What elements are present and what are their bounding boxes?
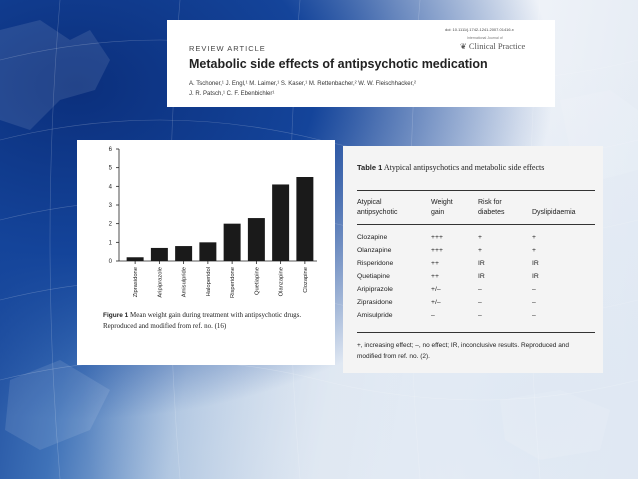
weight-gain-bar-chart: [77, 140, 335, 310]
y-tick-label: 3: [108, 203, 112, 209]
table-cell: –: [532, 286, 536, 293]
table-row-drug: Risperidone: [357, 260, 394, 267]
table-footnote: +, increasing effect; –, no effect; IR, inconclusive results. Reproduced and modified from ref. no. (2).: [357, 342, 570, 360]
table-top-rule: [357, 190, 595, 191]
figure-caption: [103, 310, 323, 331]
y-tick-label: 1: [108, 240, 112, 247]
y-tick-label: 5: [108, 165, 112, 172]
figure-card: [77, 140, 335, 365]
table-header-line: Risk for: [478, 199, 502, 206]
table-header-cell: [478, 198, 504, 218]
bar-amisulpride: [175, 246, 192, 261]
table-cell: IR: [532, 260, 539, 267]
y-tick-label: 2: [108, 221, 112, 228]
table-header-line: diabetes: [478, 209, 505, 216]
table-cell: –: [478, 299, 482, 306]
table-cell: –: [532, 312, 536, 319]
table-header-line: antipsychotic: [357, 209, 398, 216]
y-tick-label: 6: [108, 147, 112, 153]
table-cell: +/–: [431, 299, 441, 306]
y-tick-label: 0: [108, 259, 112, 265]
table-title-text: Atypical antipsychotics and metabolic side effects: [383, 163, 545, 172]
authors-line-1: A. Tschoner,¹ J. Engl,¹ M. Laimer,¹ S. Kaser,¹ M. Rettenbacher,² W. W. Fleischhacker,²: [189, 81, 416, 87]
y-tick-label: 4: [108, 184, 112, 191]
article-header-card: [167, 20, 555, 107]
figure-caption-text: Mean weight gain during treatment with antipsychotic drugs. Reproduced and modified from ref. no. (16): [103, 311, 302, 330]
table-row-drug: Quetiapine: [357, 273, 390, 280]
bar-ziprasidone: [127, 257, 144, 261]
table-row-drug: Amisulpride: [357, 312, 393, 319]
journal-name: [460, 41, 525, 51]
table-cell: IR: [478, 273, 485, 280]
bar-quetiapine: [248, 218, 265, 261]
table-header-cell: [357, 198, 397, 218]
doi-text: doi: 10.1111/j.1742-1241.2007.01416.x: [445, 27, 514, 32]
table-row-drug: Ziprasidone: [357, 299, 393, 306]
table-header-line: gain: [431, 209, 445, 216]
table-header-line: Atypical: [357, 199, 382, 206]
bar-haloperidol: [199, 242, 216, 261]
article-title: Metabolic side effects of antipsychotic medication: [189, 57, 488, 71]
table-cell: ++: [431, 273, 439, 280]
journal-name-text: Clinical Practice: [468, 41, 526, 51]
table-cell: +++: [431, 234, 443, 241]
table-row-drug: Aripiprazole: [357, 286, 393, 293]
table-label: Table 1: [357, 163, 383, 172]
bar-olanzapine: [272, 184, 289, 261]
table-cell: +/–: [431, 286, 441, 293]
table-header-line: Dyslipidaemia: [532, 209, 576, 216]
table-cell: –: [532, 299, 536, 306]
figure-caption-label: Figure 1: [103, 312, 129, 319]
table-card: [343, 146, 603, 373]
table-header-cell: [532, 198, 576, 218]
table-header-line: Weight: [431, 199, 453, 206]
x-tick-label: Quetiapine: [254, 267, 261, 296]
bar-clozapine: [296, 177, 313, 261]
bar-aripiprazole: [151, 248, 168, 261]
table-cell: +: [478, 247, 482, 254]
authors-line-2: J. R. Patsch,¹ C. F. Ebenbichler¹: [189, 91, 275, 97]
table-cell: –: [478, 312, 482, 319]
x-tick-label: Aripiprazole: [157, 267, 164, 298]
table-cell: IR: [532, 273, 539, 280]
table-row-drug: Clozapine: [357, 234, 388, 241]
table-cell: ++: [431, 260, 439, 267]
x-tick-label: Clozapine: [302, 267, 309, 293]
x-tick-label: Haloperidol: [205, 267, 212, 297]
bar-risperidone: [224, 224, 241, 261]
table-header-line: [532, 198, 576, 208]
table-cell: IR: [478, 260, 485, 267]
journal-logo-icon: ❦: [460, 42, 467, 51]
table-cell: –: [431, 312, 435, 319]
journal-prefix: International Journal of: [467, 36, 503, 40]
table-row-drug: Olanzapine: [357, 247, 392, 254]
table-bottom-rule: [357, 332, 595, 333]
table-cell: +: [478, 234, 482, 241]
table-cell: +: [532, 247, 536, 254]
table-cell: +: [532, 234, 536, 241]
table-header-cell: [431, 198, 453, 218]
x-tick-label: Amisulpride: [181, 267, 188, 298]
table-title: [357, 162, 597, 174]
x-tick-label: Olanzapine: [278, 267, 285, 297]
x-tick-label: Ziprasidone: [133, 267, 140, 298]
table-cell: +++: [431, 247, 443, 254]
section-label: REVIEW ARTICLE: [189, 44, 266, 53]
table-cell: –: [478, 286, 482, 293]
x-tick-label: Risperidone: [230, 267, 237, 298]
author-list: [189, 79, 549, 99]
table-header-rule: [357, 224, 595, 225]
